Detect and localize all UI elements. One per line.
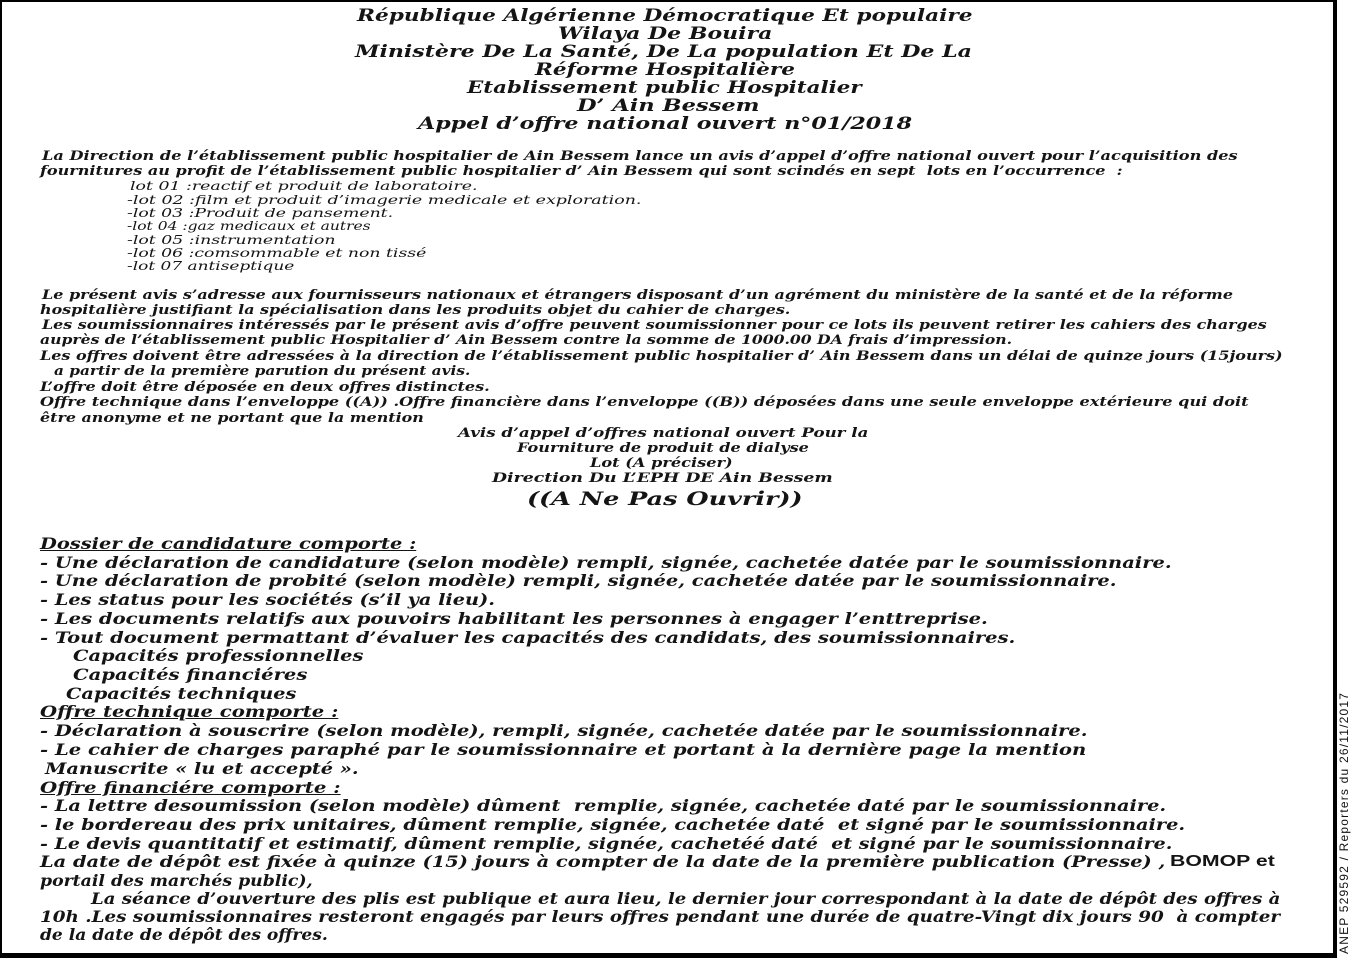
list-item: - Déclaration à souscrire (selon modèle), rempli, signée, cachetée datée par le soumissionnaire.: [40, 721, 1088, 740]
list-item: - Le devis quantitatif et estimatif, dûment remplie, signée, cachetéé daté et signé par le soumissionnaire.: [40, 834, 1173, 853]
header-line-ministry-cont: Réforme Hospitalière: [535, 60, 795, 80]
closing-line: portail des marchés public),: [40, 871, 313, 890]
closing-line: de la date de dépôt des offres.: [40, 925, 328, 944]
lot-item: -lot 04 :gaz medicaux et autres: [127, 219, 371, 233]
do-not-open-mention: ((A Ne Pas Ouvrir)): [527, 488, 803, 510]
mention-line: Fourniture de produit de dialyse: [517, 441, 809, 456]
list-item-continuation: Manuscrite « lu et accepté ».: [45, 759, 359, 778]
condition-line: Les soumissionnaires intéressés par le présent avis d’offre peuvent soumissionner pour ce lots ils peuvent retirer les cahiers des charges: [42, 318, 1267, 333]
condition-line: Offre technique dans l’enveloppe ((A)) .Offre financière dans l’enveloppe ((B)) déposées dans une seule enveloppe extérieure qui doit: [40, 395, 1249, 410]
lot-item: -lot 05 :instrumentation: [127, 233, 336, 247]
notice-title: Appel d’offre national ouvert n°01/2018: [418, 114, 912, 134]
section-heading: Offre financiére comporte :: [40, 778, 341, 797]
header-line-ministry: Ministère De La Santé, De La population Et De La: [355, 42, 972, 62]
list-item: - Le cahier de charges paraphé par le soumissionnaire et portant à la dernière page la mention: [40, 740, 1087, 759]
section-heading: Offre technique comporte :: [40, 702, 339, 721]
capacity-item: Capacités financiéres: [73, 665, 308, 684]
capacity-item: Capacités professionnelles: [73, 646, 364, 665]
lot-item: -lot 07 antiseptique: [127, 259, 295, 273]
closing-line: 10h .Les soumissionnaires resteront engagés par leurs offres pendant une durée de quatre-Vingt dix jours 90 à compter: [40, 907, 1281, 926]
lot-item: -lot 02 :film et produit d’imagerie medicale et exploration.: [127, 193, 642, 207]
header-line-wilaya: Wilaya De Bouira: [558, 24, 773, 44]
condition-line: auprès de l’établissement public Hospitalier d’ Ain Bessem contre la somme de 1000.00 DA frais d’impression.: [40, 333, 1013, 348]
capacity-item: Capacités techniques: [66, 684, 297, 703]
condition-line: être anonyme et ne portant que la mention: [40, 411, 424, 426]
header-line-republic: République Algérienne Démocratique Et populaire: [357, 6, 973, 26]
mention-line: Lot (A préciser): [590, 456, 733, 471]
intro-line: La Direction de l’établissement public hospitalier de Ain Bessem lance un avis d’appel d’offre national ouvert pour l’acquisition des: [42, 149, 1238, 164]
ad-reference: ANEP 529592 / Reporters du 26/11/2017: [1337, 691, 1351, 954]
deposit-date-line: La date de dépôt est fixée à quinze (15) jours à compter de la date de la première publication (Presse) ,: [40, 852, 1166, 871]
closing-line: La séance d’ouverture des plis est publique et aura lieu, le dernier jour correspondant à la date de dépôt des offres à: [91, 889, 1281, 908]
list-item: - Une déclaration de probité (selon modèle) rempli, signée, cachetée datée par le soumissionnaire.: [40, 571, 1117, 590]
section-heading: Dossier de candidature comporte :: [40, 534, 417, 553]
condition-line: Les offres doivent être adressées à la direction de l’établissement public hospitalier d’ Ain Bessem dans un délai de quinze jours (15jours): [40, 349, 1283, 364]
header-line-establishment: Etablissement public Hospitalier: [467, 78, 862, 98]
mention-line: Direction Du L’EPH DE Ain Bessem: [492, 471, 833, 486]
deposit-date-line-tail: BOMOP et: [1170, 853, 1275, 870]
condition-line: L’offre doit être déposée en deux offres distinctes.: [40, 380, 490, 395]
list-item: - Une déclaration de candidature (selon modèle) rempli, signée, cachetée datée par le soumissionnaire.: [40, 553, 1172, 572]
list-item: - La lettre desoumission (selon modèle) dûment remplie, signée, cachetée daté par le soumissionnaire.: [40, 796, 1167, 815]
list-item: - Tout document permattant d’évaluer les capacités des candidats, des soumissionnaires.: [40, 628, 1016, 647]
intro-line: fournitures au profit de l’établissement public hospitalier d’ Ain Bessem qui sont scindés en sept lots en l’occurrence :: [40, 164, 1123, 179]
condition-line: hospitalière justifiant la spécialisation dans les produits objet du cahier de charges.: [40, 303, 791, 318]
header-line-location: D’ Ain Bessem: [577, 96, 760, 116]
lot-item: -lot 03 :Produit de pansement.: [127, 206, 394, 220]
list-item: - Les documents relatifs aux pouvoirs habilitant les personnes à engager l’enttreprise.: [40, 609, 988, 628]
mention-line: Avis d’appel d’offres national ouvert Pour la: [458, 426, 869, 441]
condition-line: Le présent avis s’adresse aux fournisseurs nationaux et étrangers disposant d’un agrément du ministère de la santé et de la réforme: [42, 288, 1234, 303]
list-item: - Les status pour les sociétés (s’il ya lieu).: [40, 590, 495, 609]
list-item: - le bordereau des prix unitaires, dûment remplie, signée, cachetée daté et signé par le soumissionnaire.: [40, 815, 1186, 834]
lot-item: -lot 06 :comsommable et non tissé: [127, 246, 427, 260]
condition-line: a partir de la première parution du présent avis.: [54, 364, 471, 379]
lot-item: lot 01 :reactif et produit de laboratoire.: [130, 179, 478, 193]
